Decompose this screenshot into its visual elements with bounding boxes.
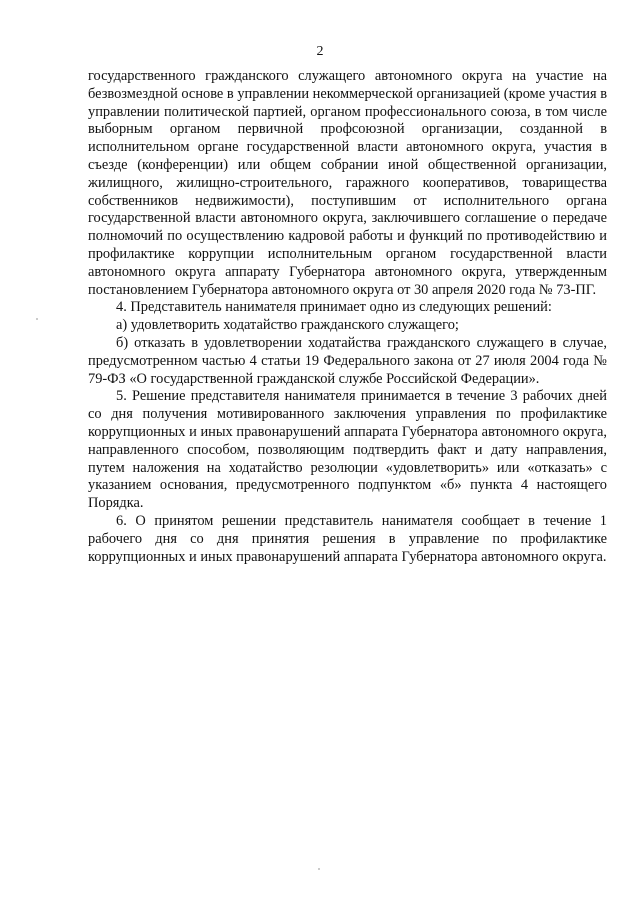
paragraph-item-4a: а) удовлетворить ходатайство гражданского служащего; — [116, 317, 459, 334]
paragraph-item-4: 4. Представитель нанимателя принимает одно из следующих решений: — [116, 299, 552, 316]
paragraph-item-4b: б) отказать в удовлетворении ходатайства гражданского служащего в случае, предусмотренном частью 4 статьи 19 Федерального закона от 27 июля 2004 года № 79-ФЗ «О государственной гражданской службе Российской Федерации». — [88, 334, 607, 387]
document-body — [88, 68, 607, 566]
paragraph-item-6: 6. О принятом решении представитель нанимателя сообщает в течение 1 рабочего дня со дня принятия решения в управление по профилактике коррупционных и иных правонарушений аппарата Губернатора автономного округа. — [88, 512, 607, 565]
page-number: 2 — [316, 44, 324, 59]
scan-speck — [318, 868, 320, 870]
paragraph-item-5: 5. Решение представителя нанимателя принимается в течение 3 рабочих дней со дня получения мотивированного заключения управления по профилактике коррупционных и иных правонарушений аппарата Губернатора автономного округа, направленного способом, позволяющим подтвердить факт и дату направления, путем наложения на ходатайство резолюции «удовлетворить» или «отказать» с указанием основания, предусмотренного подпунктом «б» пункта 4 настоящего Порядка. — [88, 388, 607, 512]
paragraph-continuation: государственного гражданского служащего автономного округа на участие на безвозмездной основе в управлении некоммерческой организацией (кроме участия в управлении политической партией, органом профессионального союза, в том числе выборным органом первичной профсоюзной организации, созданной в исполнительном органе государственной власти автономного округа, участия в съезде (конференции) или общем собрании иной общественной организации, жилищного, жилищно-строительного, гаражного кооперативов, товарищества собственников недвижимости), поступившим от исполнительного органа государственной власти автономного округа, заключившего соглашение о передаче полномочий по осуществлению кадровой работы и функций по противодействию и профилактике коррупции исполнительным органом государственной власти автономного округа аппарату Губернатора автономного округа, утвержденным постановлением Губернатора автономного округа от 30 апреля 2020 года № 73-ПГ. — [88, 68, 607, 298]
scan-speck — [36, 318, 38, 320]
